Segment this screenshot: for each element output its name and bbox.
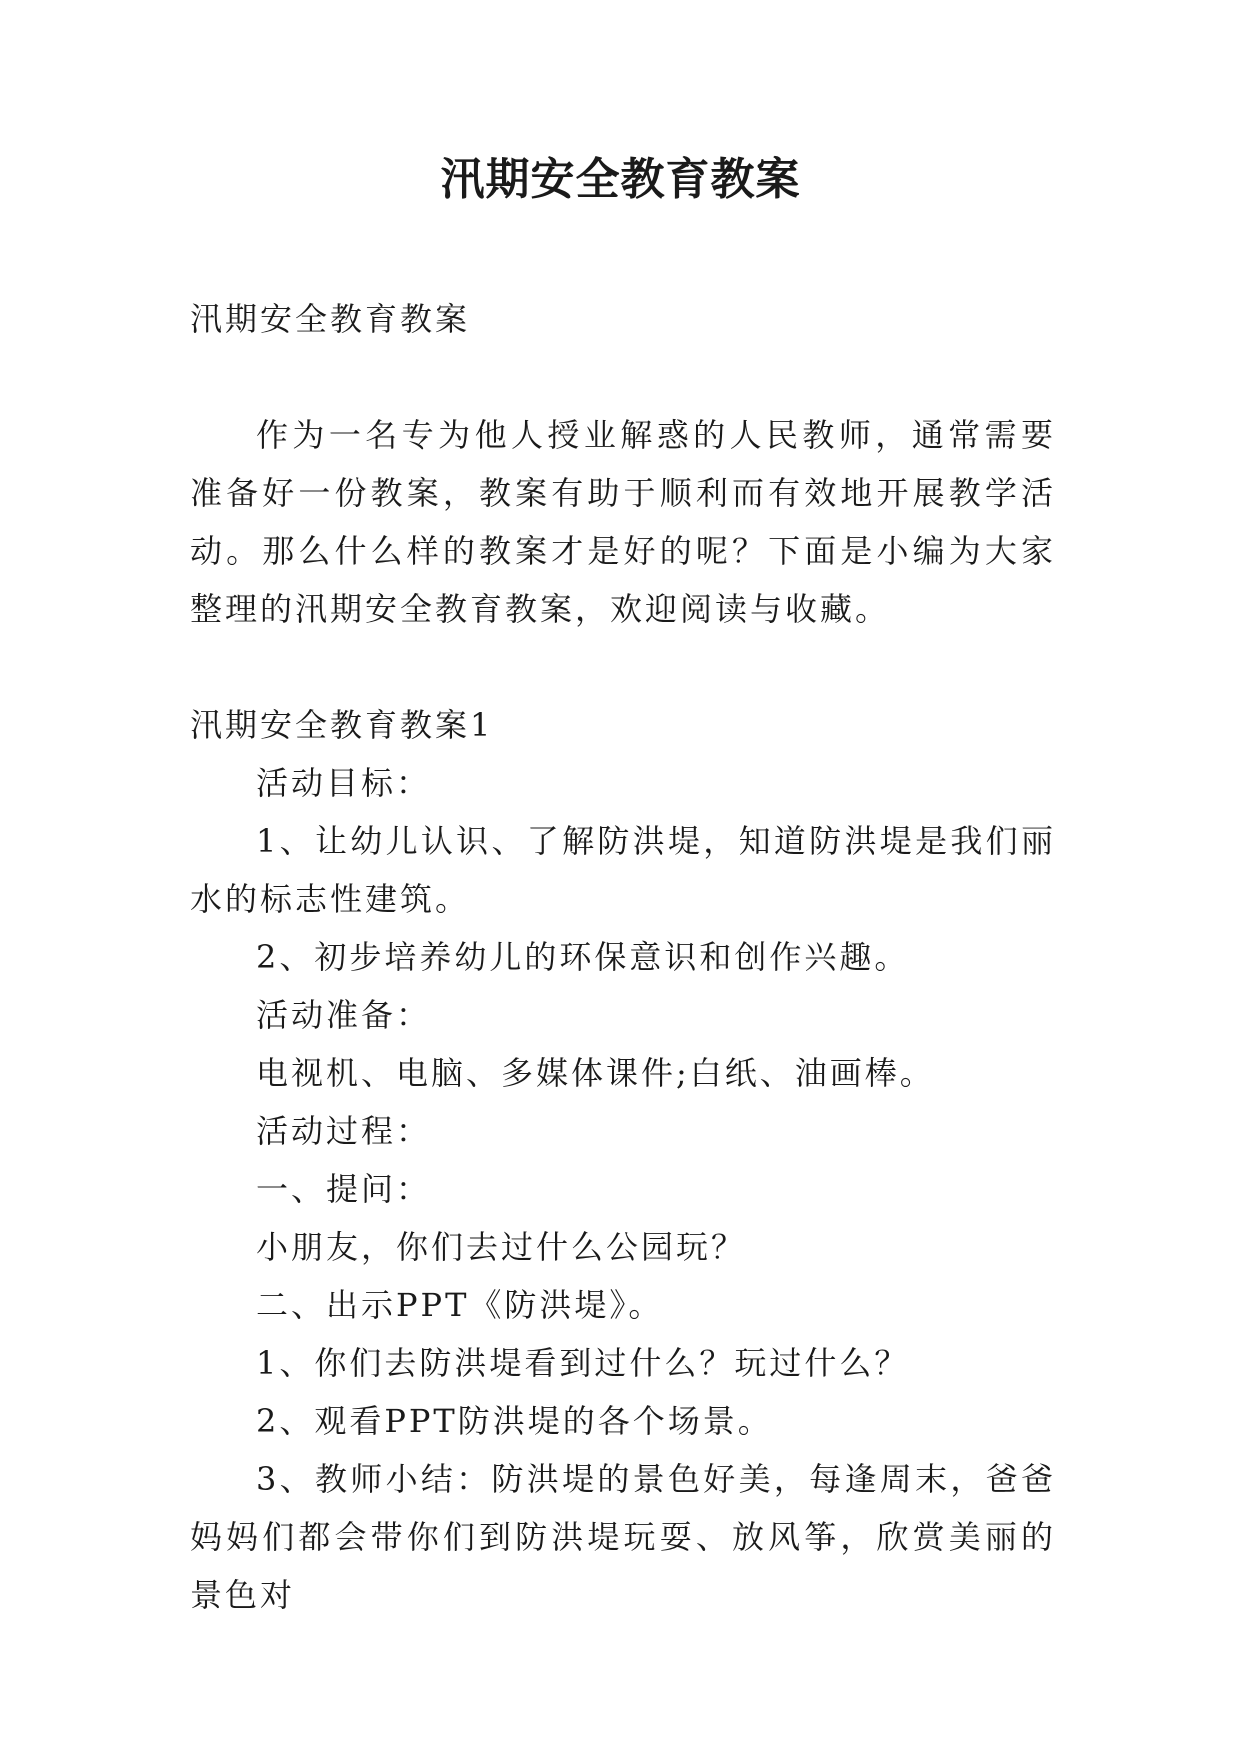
section-heading: 汛期安全教育教案1 — [190, 706, 494, 744]
paragraph: 1、你们去防洪堤看到过什么？玩过什么？ — [256, 1344, 910, 1382]
intro-paragraph: 作为一名专为他人授业解惑的人民教师，通常需要准备好一份教案，教案有助于顺利而有效地开展教学活动。那么什么样的教案才是好的呢？下面是小编为大家整理的汛期安全教育教案，欢迎阅读与收藏。 — [190, 416, 1056, 628]
paragraph: 1、让幼儿认识、了解防洪堤，知道防洪堤是我们丽水的标志性建筑。 — [190, 822, 1056, 918]
paragraph: 活动准备： — [256, 996, 432, 1034]
paragraph: 一、提问： — [256, 1170, 432, 1208]
paragraph: 二、出示PPT《防洪堤》。 — [256, 1286, 664, 1324]
paragraph: 活动目标： — [256, 764, 432, 802]
document-title: 汛期安全教育教案 — [440, 154, 801, 205]
paragraph: 3、教师小结：防洪堤的景色好美，每逢周末，爸爸妈妈们都会带你们到防洪堤玩耍、放风筝，欣赏美丽的景色对 — [190, 1460, 1056, 1614]
paragraph: 2、观看PPT防洪堤的各个场景。 — [256, 1402, 773, 1440]
paragraph: 2、初步培养幼儿的环保意识和创作兴趣。 — [256, 938, 910, 976]
paragraph: 活动过程： — [256, 1112, 432, 1150]
document-body — [190, 290, 1056, 1624]
document-subtitle: 汛期安全教育教案 — [190, 300, 471, 338]
paragraph: 小朋友，你们去过什么公园玩？ — [256, 1228, 747, 1266]
paragraph: 电视机、电脑、多媒体课件;白纸、油画棒。 — [256, 1054, 935, 1092]
